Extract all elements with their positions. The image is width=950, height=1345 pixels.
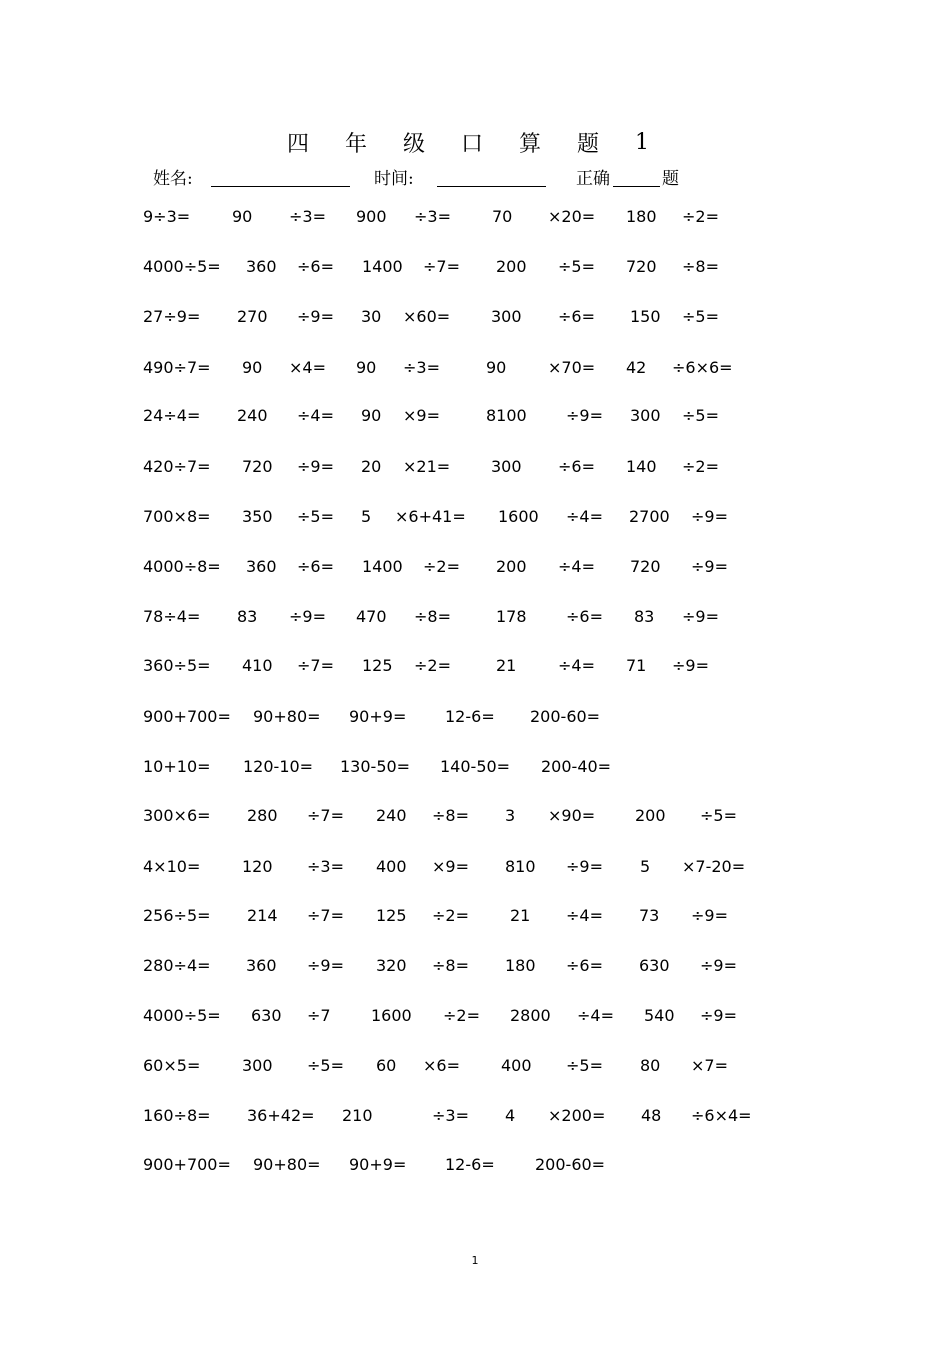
- problem-cell: ÷7=: [307, 906, 344, 925]
- problem-cell: ÷2=: [423, 557, 460, 576]
- problem-cell: ÷9=: [682, 607, 719, 626]
- problem-cell: 1400: [362, 557, 403, 576]
- problem-cell: 60: [376, 1056, 397, 1075]
- problem-cell: 27÷9=: [143, 307, 201, 326]
- problem-cell: ×60=: [403, 307, 451, 326]
- problem-cell: 90+9=: [349, 1155, 407, 1174]
- problem-cell: ÷9=: [691, 557, 728, 576]
- name-label: 姓名:: [153, 169, 193, 189]
- problem-cell: ÷6=: [566, 956, 603, 975]
- problem-row: [0, 855, 950, 879]
- problem-cell: 900+700=: [143, 1155, 231, 1174]
- problem-row: [0, 305, 950, 329]
- problem-cell: 30: [361, 307, 382, 326]
- problem-cell: 150: [630, 307, 661, 326]
- problem-cell: 900+700=: [143, 707, 231, 726]
- problem-row: [0, 555, 950, 579]
- problem-cell: ÷2=: [682, 457, 719, 476]
- problem-cell: ÷6=: [297, 557, 334, 576]
- problem-cell: ÷3=: [403, 358, 440, 377]
- problem-cell: ÷7=: [423, 257, 460, 276]
- problem-cell: 1600: [371, 1006, 412, 1025]
- problem-cell: ÷6=: [558, 457, 595, 476]
- problem-cell: 320: [376, 956, 407, 975]
- problem-cell: ÷4=: [566, 507, 603, 526]
- problem-cell: ÷9=: [297, 457, 334, 476]
- problem-cell: 360: [246, 956, 277, 975]
- problem-cell: 400: [376, 857, 407, 876]
- problem-cell: ×70=: [548, 358, 596, 377]
- problem-cell: ×6=: [423, 1056, 460, 1075]
- problem-cell: 360: [246, 257, 277, 276]
- problem-cell: 540: [644, 1006, 675, 1025]
- problem-cell: ÷9=: [700, 956, 737, 975]
- problem-cell: 42: [626, 358, 647, 377]
- problem-cell: ÷2=: [414, 656, 451, 675]
- problem-cell: ÷9=: [691, 906, 728, 925]
- problem-cell: ×7-20=: [682, 857, 746, 876]
- problem-cell: ×21=: [403, 457, 451, 476]
- problem-cell: ×4=: [289, 358, 326, 377]
- problem-row: [0, 505, 950, 529]
- problem-cell: ÷8=: [432, 956, 469, 975]
- problem-cell: 470: [356, 607, 387, 626]
- title-char: 口: [461, 131, 484, 157]
- problem-cell: ÷6=: [297, 257, 334, 276]
- problem-row: [0, 255, 950, 279]
- problem-cell: 9÷3=: [143, 207, 191, 226]
- problem-cell: 21: [496, 656, 517, 675]
- problem-cell: 178: [496, 607, 527, 626]
- problem-cell: ÷5=: [307, 1056, 344, 1075]
- problem-cell: 130-50=: [340, 757, 411, 776]
- problem-cell: 60×5=: [143, 1056, 201, 1075]
- problem-cell: ÷8=: [682, 257, 719, 276]
- problem-cell: 3: [505, 806, 516, 825]
- problem-cell: 20: [361, 457, 382, 476]
- problem-cell: ÷5=: [682, 307, 719, 326]
- problem-cell: ÷5=: [297, 507, 334, 526]
- problem-cell: 360÷5=: [143, 656, 211, 675]
- problem-cell: 125: [376, 906, 407, 925]
- time-label: 时间:: [374, 169, 414, 189]
- problem-cell: ÷7=: [307, 806, 344, 825]
- problem-cell: 90+80=: [253, 707, 321, 726]
- title-char: 年: [345, 131, 368, 157]
- problem-cell: 48: [641, 1106, 662, 1125]
- problem-cell: 12-6=: [445, 1155, 495, 1174]
- problem-cell: 300: [491, 457, 522, 476]
- problem-row: [0, 205, 950, 229]
- problem-cell: 2700: [629, 507, 670, 526]
- problem-row: [0, 404, 950, 428]
- problem-cell: 2800: [510, 1006, 551, 1025]
- problem-cell: ×6+41=: [395, 507, 466, 526]
- problem-cell: 12-6=: [445, 707, 495, 726]
- problem-row: [0, 755, 950, 779]
- problem-row: [0, 356, 950, 380]
- problem-cell: 300: [630, 406, 661, 425]
- problem-row: [0, 1104, 950, 1128]
- problem-cell: ÷4=: [297, 406, 334, 425]
- problem-cell: 630: [639, 956, 670, 975]
- problem-cell: 90: [356, 358, 377, 377]
- problem-cell: 120-10=: [243, 757, 314, 776]
- problem-row: [0, 455, 950, 479]
- problem-cell: ÷9=: [566, 857, 603, 876]
- problem-cell: 90+9=: [349, 707, 407, 726]
- problem-cell: 8100: [486, 406, 527, 425]
- problem-cell: 90: [242, 358, 263, 377]
- problem-row: [0, 804, 950, 828]
- problem-cell: 120: [242, 857, 273, 876]
- problem-cell: ×9=: [432, 857, 469, 876]
- problem-cell: 420÷7=: [143, 457, 211, 476]
- problem-cell: ÷9=: [289, 607, 326, 626]
- problem-cell: 90: [232, 207, 253, 226]
- problem-cell: 5: [361, 507, 372, 526]
- problem-cell: ÷5=: [558, 257, 595, 276]
- problem-cell: 240: [376, 806, 407, 825]
- problem-cell: ÷8=: [414, 607, 451, 626]
- problem-cell: 200-60=: [535, 1155, 606, 1174]
- problem-cell: ÷7=: [297, 656, 334, 675]
- problem-cell: 1400: [362, 257, 403, 276]
- problem-cell: 36+42=: [247, 1106, 315, 1125]
- problem-cell: 200-40=: [541, 757, 612, 776]
- problem-row: [0, 605, 950, 629]
- problem-cell: 200: [635, 806, 666, 825]
- problem-cell: ÷5=: [566, 1056, 603, 1075]
- problem-cell: 240: [237, 406, 268, 425]
- problem-cell: ÷9=: [297, 307, 334, 326]
- problem-cell: ÷7: [307, 1006, 331, 1025]
- problem-cell: 214: [247, 906, 278, 925]
- problem-cell: 300: [242, 1056, 273, 1075]
- problem-cell: 90: [486, 358, 507, 377]
- problem-row: [0, 654, 950, 678]
- problem-cell: ÷2=: [432, 906, 469, 925]
- problem-cell: 280: [247, 806, 278, 825]
- problem-cell: 180: [505, 956, 536, 975]
- problem-cell: 200-60=: [530, 707, 601, 726]
- problem-row: [0, 705, 950, 729]
- problem-cell: 400: [501, 1056, 532, 1075]
- correct-label: 正确: [576, 169, 610, 189]
- problem-row: [0, 904, 950, 928]
- problem-cell: 180: [626, 207, 657, 226]
- problem-row: [0, 1004, 950, 1028]
- problem-cell: 4×10=: [143, 857, 201, 876]
- problem-cell: ÷9=: [672, 656, 709, 675]
- problem-cell: 270: [237, 307, 268, 326]
- problem-cell: 4000÷5=: [143, 257, 221, 276]
- problem-cell: ÷4=: [558, 656, 595, 675]
- problem-cell: ×90=: [548, 806, 596, 825]
- problem-cell: 90: [361, 406, 382, 425]
- problem-cell: ÷2=: [682, 207, 719, 226]
- correct-count-blank[interactable]: [613, 186, 660, 187]
- title-char: 四: [287, 131, 310, 157]
- problem-cell: ÷5=: [682, 406, 719, 425]
- problem-cell: 256÷5=: [143, 906, 211, 925]
- problem-cell: 720: [242, 457, 273, 476]
- problem-cell: 125: [362, 656, 393, 675]
- problem-cell: 490÷7=: [143, 358, 211, 377]
- problem-cell: 83: [634, 607, 655, 626]
- problem-cell: 700×8=: [143, 507, 211, 526]
- problem-cell: 300×6=: [143, 806, 211, 825]
- title-char: 1: [635, 129, 649, 155]
- problem-cell: ÷6=: [558, 307, 595, 326]
- problem-cell: 210: [342, 1106, 373, 1125]
- problem-cell: ÷2=: [443, 1006, 480, 1025]
- problem-cell: ÷5=: [700, 806, 737, 825]
- problem-cell: ÷3=: [432, 1106, 469, 1125]
- problem-cell: 720: [626, 257, 657, 276]
- problem-cell: ÷3=: [414, 207, 451, 226]
- problem-cell: 10+10=: [143, 757, 211, 776]
- problem-cell: 720: [630, 557, 661, 576]
- problem-cell: 200: [496, 257, 527, 276]
- problem-cell: 71: [626, 656, 647, 675]
- problem-cell: 410: [242, 656, 273, 675]
- problem-cell: 900: [356, 207, 387, 226]
- title-char: 题: [577, 131, 600, 157]
- problem-cell: 280÷4=: [143, 956, 211, 975]
- problem-cell: 70: [492, 207, 513, 226]
- time-blank[interactable]: [437, 186, 546, 187]
- page-number: 1: [471, 1254, 479, 1267]
- problem-cell: ÷4=: [558, 557, 595, 576]
- problem-cell: 21: [510, 906, 531, 925]
- problem-cell: 1600: [498, 507, 539, 526]
- problem-row: [0, 1054, 950, 1078]
- problem-cell: 160÷8=: [143, 1106, 211, 1125]
- problem-cell: ×200=: [548, 1106, 606, 1125]
- problem-cell: ×7=: [691, 1056, 728, 1075]
- problem-cell: 200: [496, 557, 527, 576]
- problem-cell: 300: [491, 307, 522, 326]
- problem-cell: 630: [251, 1006, 282, 1025]
- correct-suffix: 题: [662, 169, 679, 189]
- problem-cell: 78÷4=: [143, 607, 201, 626]
- problem-row: [0, 1153, 950, 1177]
- problem-cell: ÷4=: [566, 906, 603, 925]
- problem-row: [0, 954, 950, 978]
- name-blank[interactable]: [211, 186, 350, 187]
- title-char: 算: [519, 131, 542, 157]
- problem-cell: ÷4=: [577, 1006, 614, 1025]
- problem-cell: ×9=: [403, 406, 440, 425]
- problem-cell: 4: [505, 1106, 516, 1125]
- problem-cell: ÷6×4=: [691, 1106, 752, 1125]
- problem-cell: 810: [505, 857, 536, 876]
- problem-cell: 140-50=: [440, 757, 511, 776]
- problem-cell: ÷3=: [289, 207, 326, 226]
- problem-cell: 90+80=: [253, 1155, 321, 1174]
- problem-cell: ÷6×6=: [672, 358, 733, 377]
- problem-cell: ÷6=: [566, 607, 603, 626]
- problem-cell: 83: [237, 607, 258, 626]
- problem-cell: 4000÷8=: [143, 557, 221, 576]
- title-char: 级: [403, 131, 426, 157]
- problem-cell: ÷9=: [307, 956, 344, 975]
- problem-cell: 4000÷5=: [143, 1006, 221, 1025]
- problem-cell: ÷9=: [566, 406, 603, 425]
- problem-cell: 360: [246, 557, 277, 576]
- problem-cell: ×20=: [548, 207, 596, 226]
- problem-cell: ÷9=: [700, 1006, 737, 1025]
- problem-cell: ÷8=: [432, 806, 469, 825]
- problem-cell: 140: [626, 457, 657, 476]
- problem-cell: 73: [639, 906, 660, 925]
- problem-cell: 80: [640, 1056, 661, 1075]
- problem-cell: ÷3=: [307, 857, 344, 876]
- worksheet-title: [287, 126, 693, 158]
- problem-cell: ÷9=: [691, 507, 728, 526]
- problem-cell: 24÷4=: [143, 406, 201, 425]
- problem-cell: 5: [640, 857, 651, 876]
- problem-cell: 350: [242, 507, 273, 526]
